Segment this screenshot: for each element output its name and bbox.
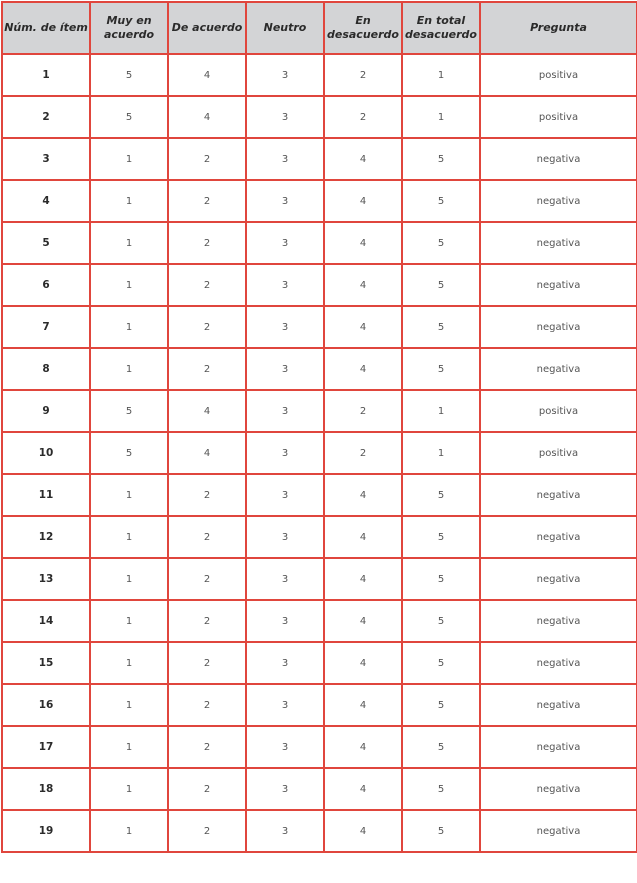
table-row	[2, 306, 637, 348]
neutral-score: 3	[246, 558, 324, 600]
disagree-score: 4	[324, 306, 402, 348]
strongly-disagree-score: 5	[402, 474, 480, 516]
neutral-score: 3	[246, 474, 324, 516]
table-row	[2, 726, 637, 768]
strongly-agree-score: 5	[90, 96, 168, 138]
table-row	[2, 180, 637, 222]
item-number-cell: 4	[2, 180, 90, 222]
neutral-score: 3	[246, 600, 324, 642]
table-row	[2, 96, 637, 138]
strongly-agree-score: 1	[90, 516, 168, 558]
disagree-score: 4	[324, 558, 402, 600]
neutral-score: 3	[246, 432, 324, 474]
neutral-score: 3	[246, 348, 324, 390]
disagree-score: 2	[324, 432, 402, 474]
table-row	[2, 54, 637, 96]
disagree-score: 2	[324, 54, 402, 96]
strongly-disagree-score: 1	[402, 432, 480, 474]
agree-score: 2	[168, 642, 246, 684]
table-row	[2, 348, 637, 390]
question-type-cell: negativa	[480, 474, 637, 516]
neutral-score: 3	[246, 768, 324, 810]
strongly-disagree-score: 5	[402, 348, 480, 390]
disagree-score: 4	[324, 474, 402, 516]
item-number-cell: 6	[2, 264, 90, 306]
strongly-agree-score: 1	[90, 684, 168, 726]
neutral-score: 3	[246, 138, 324, 180]
item-number-cell: 11	[2, 474, 90, 516]
item-number-cell: 1	[2, 54, 90, 96]
disagree-score: 4	[324, 642, 402, 684]
strongly-disagree-score: 5	[402, 768, 480, 810]
strongly-agree-score: 1	[90, 642, 168, 684]
item-number-cell: 13	[2, 558, 90, 600]
table-row	[2, 432, 637, 474]
strongly-agree-score: 5	[90, 390, 168, 432]
table-row	[2, 558, 637, 600]
neutral-score: 3	[246, 54, 324, 96]
agree-score: 4	[168, 96, 246, 138]
strongly-agree-score: 1	[90, 138, 168, 180]
header-question-type: Pregunta	[480, 2, 637, 54]
strongly-agree-score: 1	[90, 768, 168, 810]
disagree-score: 4	[324, 348, 402, 390]
strongly-agree-score: 1	[90, 810, 168, 852]
question-type-cell: negativa	[480, 348, 637, 390]
item-number-cell: 8	[2, 348, 90, 390]
disagree-score: 4	[324, 600, 402, 642]
header-item-number: Núm. de ítem	[2, 2, 90, 54]
agree-score: 2	[168, 726, 246, 768]
strongly-agree-score: 1	[90, 306, 168, 348]
neutral-score: 3	[246, 390, 324, 432]
neutral-score: 3	[246, 726, 324, 768]
strongly-disagree-score: 5	[402, 222, 480, 264]
disagree-score: 4	[324, 516, 402, 558]
strongly-agree-score: 1	[90, 600, 168, 642]
strongly-disagree-score: 5	[402, 138, 480, 180]
question-type-cell: negativa	[480, 138, 637, 180]
neutral-score: 3	[246, 264, 324, 306]
strongly-agree-score: 1	[90, 222, 168, 264]
agree-score: 4	[168, 432, 246, 474]
strongly-agree-score: 5	[90, 432, 168, 474]
strongly-disagree-score: 1	[402, 390, 480, 432]
neutral-score: 3	[246, 306, 324, 348]
neutral-score: 3	[246, 642, 324, 684]
strongly-agree-score: 1	[90, 474, 168, 516]
agree-score: 2	[168, 264, 246, 306]
header-disagree: En desacuerdo	[324, 2, 402, 54]
agree-score: 2	[168, 306, 246, 348]
item-number-cell: 16	[2, 684, 90, 726]
disagree-score: 2	[324, 96, 402, 138]
agree-score: 2	[168, 810, 246, 852]
agree-score: 2	[168, 516, 246, 558]
strongly-disagree-score: 5	[402, 810, 480, 852]
question-type-cell: negativa	[480, 306, 637, 348]
disagree-score: 4	[324, 180, 402, 222]
item-number-cell: 17	[2, 726, 90, 768]
agree-score: 2	[168, 768, 246, 810]
item-number-cell: 3	[2, 138, 90, 180]
likert-scoring-table	[1, 1, 637, 853]
question-type-cell: negativa	[480, 558, 637, 600]
header-neutral: Neutro	[246, 2, 324, 54]
question-type-cell: negativa	[480, 516, 637, 558]
neutral-score: 3	[246, 684, 324, 726]
table-row	[2, 810, 637, 852]
disagree-score: 4	[324, 264, 402, 306]
header-row	[2, 2, 637, 54]
agree-score: 2	[168, 348, 246, 390]
question-type-cell: negativa	[480, 810, 637, 852]
agree-score: 2	[168, 222, 246, 264]
question-type-cell: negativa	[480, 642, 637, 684]
question-type-cell: positiva	[480, 96, 637, 138]
strongly-agree-score: 1	[90, 558, 168, 600]
disagree-score: 4	[324, 768, 402, 810]
agree-score: 2	[168, 180, 246, 222]
agree-score: 2	[168, 558, 246, 600]
table-row	[2, 684, 637, 726]
question-type-cell: negativa	[480, 768, 637, 810]
strongly-disagree-score: 5	[402, 600, 480, 642]
table-row	[2, 474, 637, 516]
question-type-cell: negativa	[480, 264, 637, 306]
item-number-cell: 15	[2, 642, 90, 684]
strongly-agree-score: 1	[90, 726, 168, 768]
item-number-cell: 2	[2, 96, 90, 138]
table-row	[2, 222, 637, 264]
header-agree: De acuerdo	[168, 2, 246, 54]
neutral-score: 3	[246, 96, 324, 138]
neutral-score: 3	[246, 180, 324, 222]
neutral-score: 3	[246, 222, 324, 264]
item-number-cell: 5	[2, 222, 90, 264]
agree-score: 2	[168, 138, 246, 180]
question-type-cell: negativa	[480, 726, 637, 768]
item-number-cell: 14	[2, 600, 90, 642]
strongly-disagree-score: 5	[402, 642, 480, 684]
question-type-cell: negativa	[480, 180, 637, 222]
item-number-cell: 10	[2, 432, 90, 474]
table-row	[2, 768, 637, 810]
strongly-agree-score: 1	[90, 180, 168, 222]
question-type-cell: positiva	[480, 390, 637, 432]
item-number-cell: 18	[2, 768, 90, 810]
strongly-disagree-score: 1	[402, 54, 480, 96]
agree-score: 4	[168, 390, 246, 432]
disagree-score: 4	[324, 222, 402, 264]
question-type-cell: positiva	[480, 54, 637, 96]
table-row	[2, 390, 637, 432]
strongly-disagree-score: 5	[402, 180, 480, 222]
neutral-score: 3	[246, 516, 324, 558]
item-number-cell: 12	[2, 516, 90, 558]
header-strongly-disagree: En total desacuerdo	[402, 2, 480, 54]
question-type-cell: negativa	[480, 600, 637, 642]
table-row	[2, 264, 637, 306]
question-type-cell: negativa	[480, 222, 637, 264]
question-type-cell: negativa	[480, 684, 637, 726]
strongly-disagree-score: 5	[402, 516, 480, 558]
strongly-agree-score: 5	[90, 54, 168, 96]
question-type-cell: positiva	[480, 432, 637, 474]
header-strongly-agree: Muy en acuerdo	[90, 2, 168, 54]
table-row	[2, 516, 637, 558]
strongly-disagree-score: 5	[402, 306, 480, 348]
strongly-disagree-score: 5	[402, 264, 480, 306]
strongly-disagree-score: 5	[402, 558, 480, 600]
item-number-cell: 7	[2, 306, 90, 348]
agree-score: 2	[168, 684, 246, 726]
table-row	[2, 600, 637, 642]
disagree-score: 4	[324, 810, 402, 852]
disagree-score: 2	[324, 390, 402, 432]
strongly-disagree-score: 1	[402, 96, 480, 138]
strongly-agree-score: 1	[90, 348, 168, 390]
document-page	[0, 1, 637, 883]
table-row	[2, 642, 637, 684]
disagree-score: 4	[324, 726, 402, 768]
agree-score: 2	[168, 600, 246, 642]
agree-score: 2	[168, 474, 246, 516]
disagree-score: 4	[324, 138, 402, 180]
strongly-disagree-score: 5	[402, 726, 480, 768]
agree-score: 4	[168, 54, 246, 96]
disagree-score: 4	[324, 684, 402, 726]
table-header	[2, 2, 637, 54]
strongly-disagree-score: 5	[402, 684, 480, 726]
table-body	[2, 54, 637, 852]
item-number-cell: 19	[2, 810, 90, 852]
item-number-cell: 9	[2, 390, 90, 432]
neutral-score: 3	[246, 810, 324, 852]
table-row	[2, 138, 637, 180]
strongly-agree-score: 1	[90, 264, 168, 306]
